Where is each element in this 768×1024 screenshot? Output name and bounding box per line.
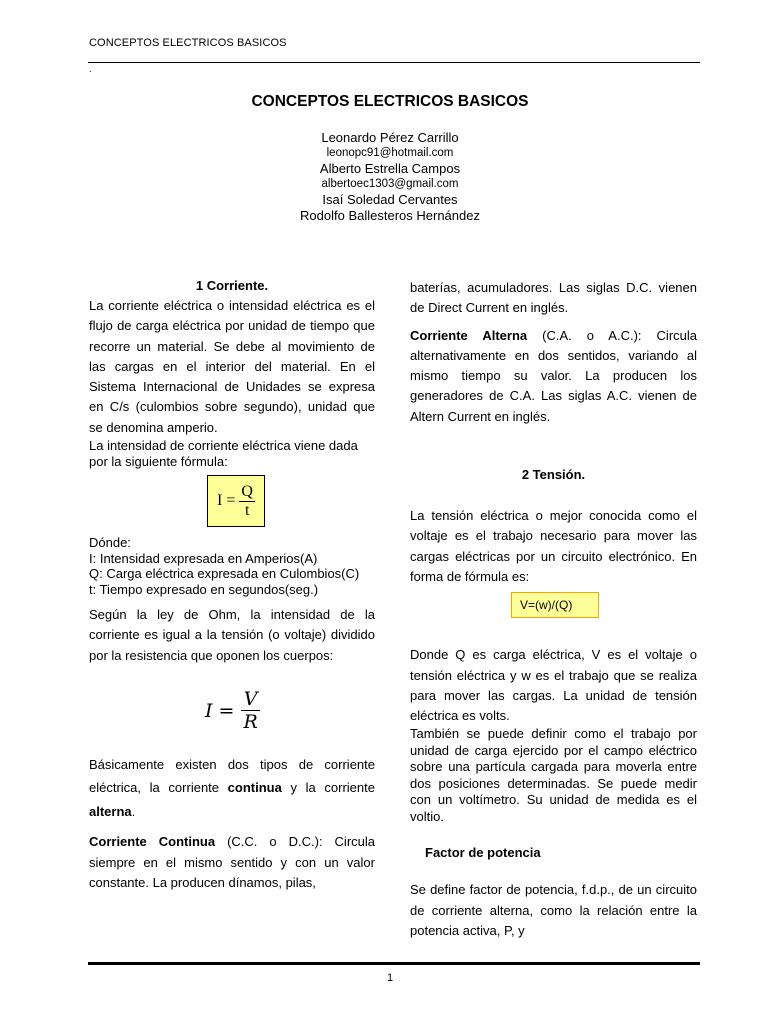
- paragraph: La corriente eléctrica o intensidad eléctrica es el flujo de carga eléctrica por unidad de tiempo que recorre un material. Se debe al movimiento de las cargas en el interior del material. En el Sistema Internacional de Unidades se expresa en C/s (culombios sobre segundo), unidad que se denomina amperio.: [89, 298, 375, 435]
- paragraph: También se puede definir como el trabajo por unidad de carga ejercido por el campo eléctrico sobre una partícula cargada para moverla entre dos posiciones determinadas. Se puede medir con un voltímetro. Su unidad de medida es el voltio.: [410, 726, 697, 824]
- section-heading-factor: Factor de potencia: [425, 845, 541, 861]
- paragraph: Donde Q es carga eléctrica, V es el voltaje o tensión eléctrica y w es el trabajo que se realiza para mover las cargas. La unidad de tensión eléctrica es volts.: [410, 647, 697, 724]
- where-title: Dónde:: [89, 535, 131, 551]
- bold-term: continua: [227, 780, 282, 796]
- paragraph: La intensidad de corriente eléctrica viene dada por la siguiente fórmula:: [89, 438, 358, 469]
- ohm-law-formula: [205, 686, 375, 736]
- header-rule: [88, 62, 700, 63]
- current-formula-box: [207, 475, 265, 527]
- section-heading-tension: 2 Tensión.: [521, 467, 586, 483]
- author-name: Isaí Soledad Cervantes: [322, 192, 458, 207]
- ohm-denominator: R: [243, 711, 258, 734]
- where-item: Q: Carga eléctrica expresada en Culombios(C): [89, 566, 360, 582]
- paragraph: Según la ley de Ohm, la intensidad de la corriente es igual a la tensión (o voltaje) dividido por la resistencia que oponen los cuerpos:: [89, 607, 375, 663]
- formula-numerator: Q: [241, 482, 253, 500]
- text-run: (C.A. o A.C.): Circula alternativamente en dos sentidos, variando al mismo tiempo su valor. La producen los generadores de C.A. Las siglas A.C. vienen de Altern Current en inglés.: [410, 327, 697, 424]
- text-run: y la corriente: [281, 780, 375, 796]
- bold-term: Corriente Continua: [89, 834, 216, 850]
- ohm-fraction: [240, 688, 260, 733]
- formula-fraction: [239, 483, 255, 520]
- text-run: (C.C. o D.C.): Circula siempre en el mismo sentido y con un valor constante. La producen dínamos, pilas,: [89, 834, 375, 891]
- formula-denominator: t: [244, 501, 250, 519]
- author-name: Leonardo Pérez Carrillo: [321, 130, 459, 145]
- where-item: I: Intensidad expresada en Amperios(A): [89, 550, 318, 566]
- section-heading-corriente: 1 Corriente.: [195, 278, 269, 293]
- author-email: albertoec1303@gmail.com: [321, 177, 459, 190]
- right-column: [410, 278, 697, 941]
- bold-term: alterna: [89, 803, 132, 819]
- ohm-numerator: V: [241, 688, 261, 711]
- author-block: [0, 130, 768, 223]
- header-dot: .: [89, 64, 92, 74]
- running-header: CONCEPTOS ELECTRICOS BASICOS: [89, 37, 287, 49]
- where-item: t: Tiempo expresado en segundos(seg.): [89, 581, 319, 597]
- left-column: [89, 278, 375, 893]
- paragraph: [410, 326, 697, 427]
- bold-term: Corriente Alterna: [410, 327, 528, 343]
- author-name: Rodolfo Ballesteros Hernández: [300, 207, 480, 223]
- paragraph: [89, 753, 375, 824]
- formula-lhs: I =: [217, 492, 236, 510]
- text-run: .: [131, 803, 136, 819]
- paragraph: Se define factor de potencia, f.d.p., de un circuito de corriente alterna, como la relación entre la potencia activa, P, y: [410, 882, 697, 939]
- text-run: Básicamente existen dos tipos de corriente eléctrica, la corriente: [89, 756, 375, 796]
- ohm-lhs: I =: [205, 699, 235, 722]
- voltage-formula-box: V=(w)/(Q): [511, 592, 599, 618]
- paragraph: [89, 832, 375, 893]
- author-email: leonopc91@hotmail.com: [326, 146, 454, 159]
- paper-title: CONCEPTOS ELECTRICOS BASICOS: [251, 93, 529, 110]
- paragraph: baterías, acumuladores. Las siglas D.C. vienen de Direct Current en inglés.: [410, 280, 697, 316]
- paragraph: La tensión eléctrica o mejor conocida como el voltaje es el trabajo necesario para mover las cargas eléctricas por un circuito electrónico. En forma de fórmula es:: [410, 508, 697, 584]
- footer-rule: [88, 962, 700, 965]
- page-number: 1: [386, 972, 394, 984]
- author-name: Alberto Estrella Campos: [319, 161, 461, 176]
